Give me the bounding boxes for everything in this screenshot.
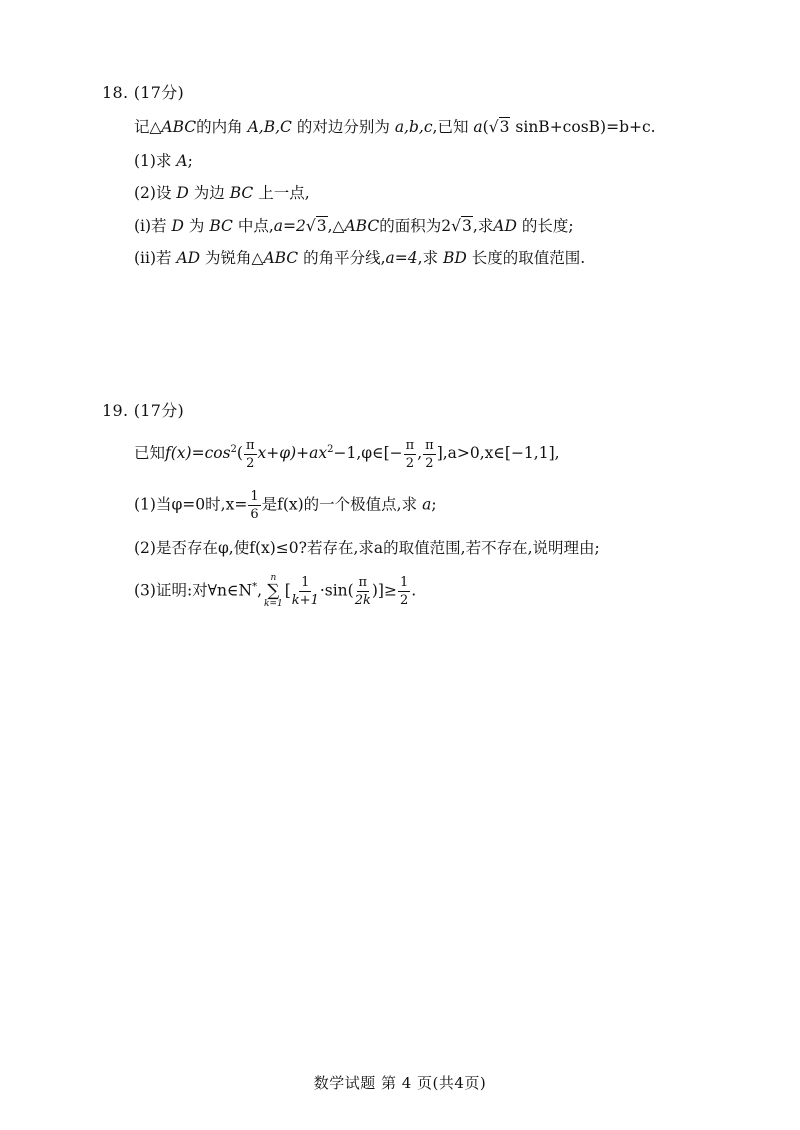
problem-number: 18. <box>102 83 129 102</box>
part-var: D <box>171 217 184 235</box>
numerator: π <box>358 575 368 590</box>
fraction <box>244 439 257 470</box>
summation <box>264 574 283 609</box>
denominator: 2k <box>354 593 371 608</box>
problem-18-part2 <box>134 181 310 205</box>
problem-18-stem: 记△ABC的内角 A,B,C 的对边分别为 a,b,c,已知 a(√3 sinB+cosB)=b+c. <box>134 115 656 139</box>
part-text: 中点, <box>237 217 274 235</box>
denominator: 2 <box>425 455 434 471</box>
part-text: (i)若 <box>134 217 167 235</box>
part-var: AD <box>176 249 201 267</box>
part-var: a=2 <box>273 217 306 235</box>
stem-text: 的内角 <box>196 118 243 136</box>
radicand: 3 <box>316 217 327 235</box>
part-text: 为边 <box>193 184 225 202</box>
stem-var: a,b,c <box>394 118 433 136</box>
part-text: 的长度; <box>521 217 574 235</box>
stem-text: 记△ <box>134 118 162 136</box>
fraction <box>398 576 410 607</box>
fraction <box>404 439 417 470</box>
stem-var: A,B,C <box>247 118 292 136</box>
part-text: (1)求 <box>134 152 172 170</box>
part-var: BC <box>209 217 233 235</box>
numerator: π <box>245 437 255 453</box>
problem-19-part3 <box>134 574 416 609</box>
numerator: 1 <box>250 489 259 504</box>
numerator: 1 <box>399 575 409 590</box>
stem-text: 的对边分别为 <box>296 118 390 136</box>
part-var: BD <box>443 249 467 267</box>
sum-lower: k=1 <box>264 599 283 609</box>
stem-formula: , <box>417 444 423 463</box>
stem-formula: sinB+cosB)=b+c. <box>515 118 656 136</box>
problem-19-header <box>102 398 184 421</box>
part-text: . <box>411 581 417 600</box>
part-text: , <box>257 581 262 600</box>
denominator: 2 <box>405 455 415 471</box>
part-text: ,求 <box>472 217 494 235</box>
problem-18-part1 <box>134 149 193 173</box>
part-text: 为锐角△ <box>205 249 264 267</box>
problem-19-part1 <box>134 490 437 521</box>
part-text: 为 <box>188 217 205 235</box>
part-text: 的角平分线, <box>303 249 386 267</box>
numerator: π <box>405 437 415 453</box>
part-text: [ <box>284 581 291 600</box>
denominator: 6 <box>250 507 259 522</box>
radicand: 3 <box>499 118 510 136</box>
denominator: 2 <box>399 593 409 608</box>
radicand: 3 <box>461 217 472 235</box>
part-text: )]≥ <box>371 581 397 600</box>
fraction <box>292 576 319 607</box>
part-text: ; <box>431 495 437 514</box>
stem-var: a <box>473 118 483 136</box>
part-var: ABC <box>344 217 380 235</box>
page-footer: 数学试题 第 4 页(共4页) <box>313 1074 487 1092</box>
stem-formula: ( <box>236 444 243 463</box>
denominator: k+1 <box>291 593 319 608</box>
part-text: ,求 <box>417 249 439 267</box>
stem-text: 已知 <box>134 444 166 463</box>
part-var: BC <box>229 184 254 202</box>
problem-points: (17分) <box>133 401 185 420</box>
part-text: (1)当φ=0时,x= <box>134 495 248 514</box>
sum-sign: ∑ <box>267 581 280 601</box>
stem-var: ABC <box>161 118 197 136</box>
superscript: * <box>252 581 258 593</box>
problem-19-part2 <box>134 536 600 560</box>
superscript: 2 <box>230 444 237 455</box>
problem-points: (17分) <box>133 83 185 102</box>
part-var: ABC <box>263 249 299 267</box>
part-var: A <box>176 152 188 170</box>
part-text: (2)设 <box>134 184 172 202</box>
superscript: 2 <box>327 444 334 455</box>
numerator: π <box>425 437 434 453</box>
part-text: ; <box>187 152 193 170</box>
denominator: 2 <box>246 455 255 471</box>
part-var: AD <box>493 217 517 235</box>
fraction <box>423 439 436 470</box>
part-text: (3)证明:对∀n∈N <box>134 581 253 600</box>
problem-19-stem <box>134 438 560 470</box>
stem-formula: x+φ)+ax <box>257 444 328 463</box>
problem-18-part-ii <box>134 246 585 270</box>
stem-formula: ],a>0,x∈[−1,1], <box>436 444 560 463</box>
part-text: (ii)若 <box>134 249 172 267</box>
part-text: 的面积为2 <box>379 217 452 235</box>
fraction <box>248 490 260 521</box>
problem-18-part-i <box>134 214 574 238</box>
sum-upper: n <box>270 573 277 583</box>
stem-text: ,已知 <box>432 118 469 136</box>
part-var: D <box>176 184 189 202</box>
part-text: (2)是否存在φ,使f(x)≤0?若存在,求a的取值范围,若不存在,说明理由; <box>134 539 600 557</box>
part-text: 是f(x)的一个极值点,求 <box>261 495 418 514</box>
sqrt-expression: √3 <box>305 217 327 235</box>
part-text: 长度的取值范围. <box>471 249 586 267</box>
part-var: a <box>422 495 432 514</box>
part-var: a=4 <box>385 249 418 267</box>
sqrt-expression: √3 <box>488 118 510 136</box>
part-text: ·sin( <box>319 581 354 600</box>
stem-formula: −1,φ∈[− <box>333 444 403 463</box>
problem-18-header <box>102 80 184 103</box>
problem-number: 19. <box>102 401 129 420</box>
part-text: 上一点, <box>258 184 310 202</box>
fraction <box>355 576 371 607</box>
sqrt-expression: √3 <box>451 217 472 235</box>
part-text: ,△ <box>327 217 345 235</box>
numerator: 1 <box>301 575 310 590</box>
stem-formula: f(x)=cos <box>165 444 231 463</box>
